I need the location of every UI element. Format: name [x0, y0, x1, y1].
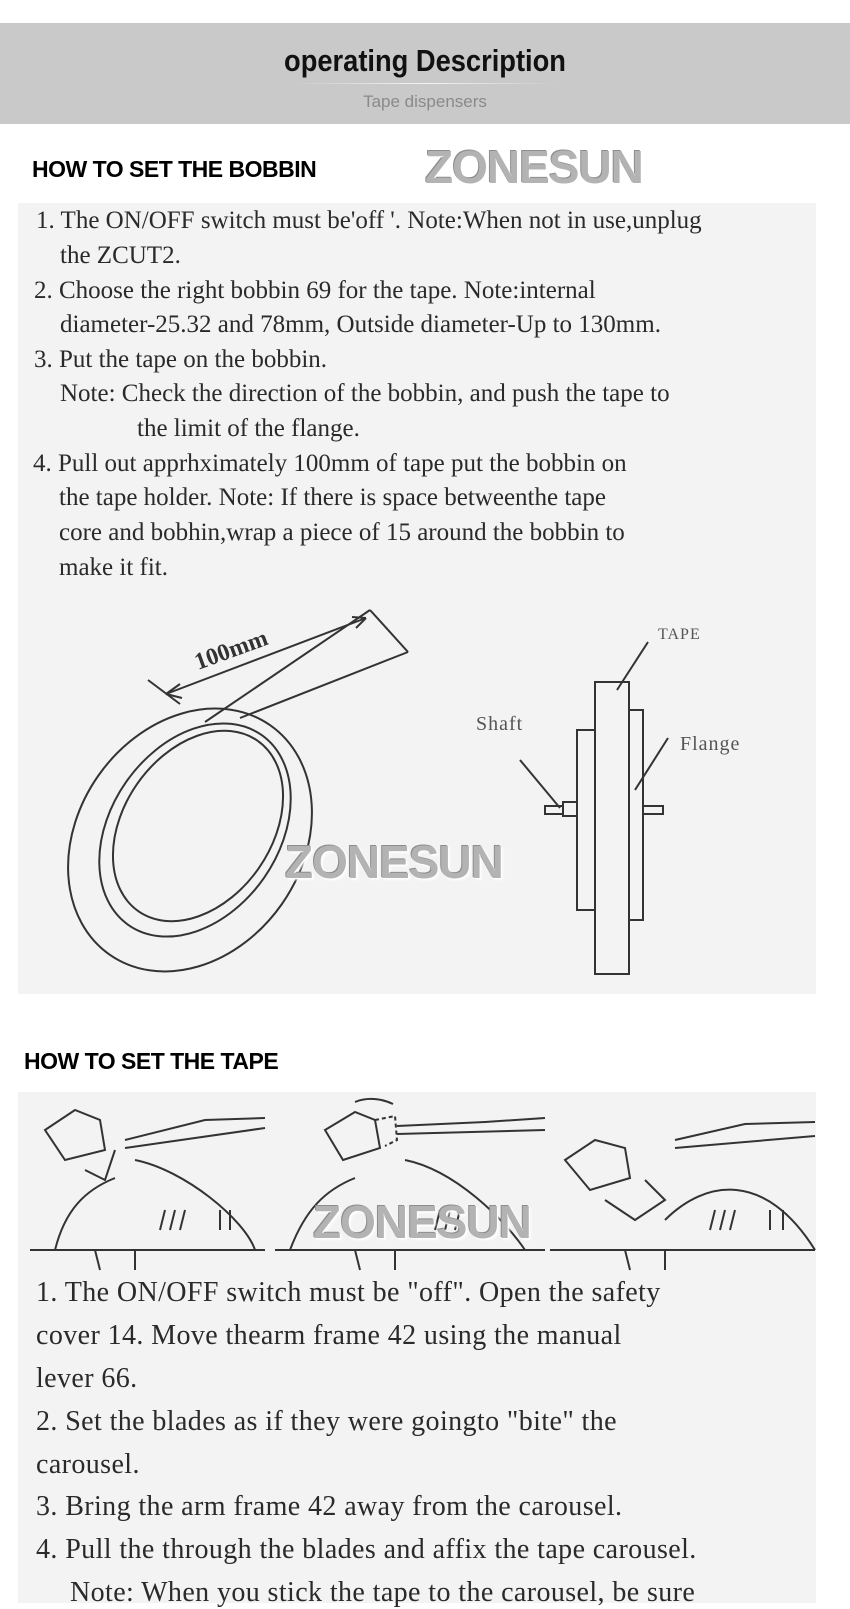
brand-watermark: ZONESUN: [285, 836, 503, 888]
bobbin-step-line: 3. Put the tape on the bobbin.: [34, 346, 328, 373]
tape-step-line: 2. Set the blades as if they were goingto "bite" the: [36, 1406, 617, 1437]
tape-step-line: 1. The ON/OFF switch must be "off". Open the safety: [36, 1277, 661, 1308]
bobbin-step-line: diameter-25.32 and 78mm, Outside diameter-Up to 130mm.: [60, 311, 661, 338]
title-underline: [292, 83, 558, 84]
bobbin-step-line: Note: Check the direction of the bobbin, and push the tape to: [60, 380, 670, 407]
bobbin-step-line: 1. The ON/OFF switch must be'off '. Note:When not in use,unplug: [36, 207, 702, 234]
tape-label: TAPE: [658, 626, 701, 643]
bobbin-step-line: 2. Choose the right bobbin 69 for the tape. Note:internal: [34, 277, 596, 304]
shaft-label: Shaft: [476, 713, 524, 735]
bobbin-step-line: core and bobhin,wrap a piece of 15 around the bobbin to: [59, 519, 625, 546]
bobbin-step-line: the limit of the flange.: [137, 415, 360, 442]
page-title: operating Description: [284, 43, 566, 78]
tape-step-line: lever 66.: [36, 1363, 138, 1394]
bobbin-step-line: make it fit.: [59, 554, 168, 581]
tape-step-line: 3. Bring the arm frame 42 away from the carousel.: [36, 1491, 623, 1522]
tape-step-line: carousel.: [36, 1449, 140, 1480]
bobbin-step-line: the tape holder. Note: If there is space betweenthe tape: [59, 484, 606, 511]
section-heading-bobbin: HOW TO SET THE BOBBIN: [32, 156, 317, 182]
tape-step-line: cover 14. Move thearm frame 42 using the manual: [36, 1320, 622, 1351]
page-subtitle: Tape dispensers: [363, 92, 487, 111]
shaft-flange-diagram: [470, 620, 741, 980]
tape-roll-diagram: [30, 600, 450, 980]
flange-label: Flange: [680, 733, 741, 755]
brand-watermark: ZONESUN: [313, 1196, 531, 1248]
brand-watermark: ZONESUN: [425, 141, 643, 193]
bobbin-step-line: the ZCUT2.: [60, 242, 181, 269]
bobbin-step-line: 4. Pull out apprhximately 100mm of tape put the bobbin on: [33, 450, 627, 477]
section-heading-tape: HOW TO SET THE TAPE: [24, 1048, 279, 1074]
header-banner: [0, 23, 850, 124]
tape-step-line: Note: When you stick the tape to the carousel, be sure: [70, 1577, 696, 1608]
tape-step-line: 4. Pull the through the blades and affix the tape carousel.: [36, 1534, 697, 1565]
length-label: 100mm: [191, 625, 272, 676]
